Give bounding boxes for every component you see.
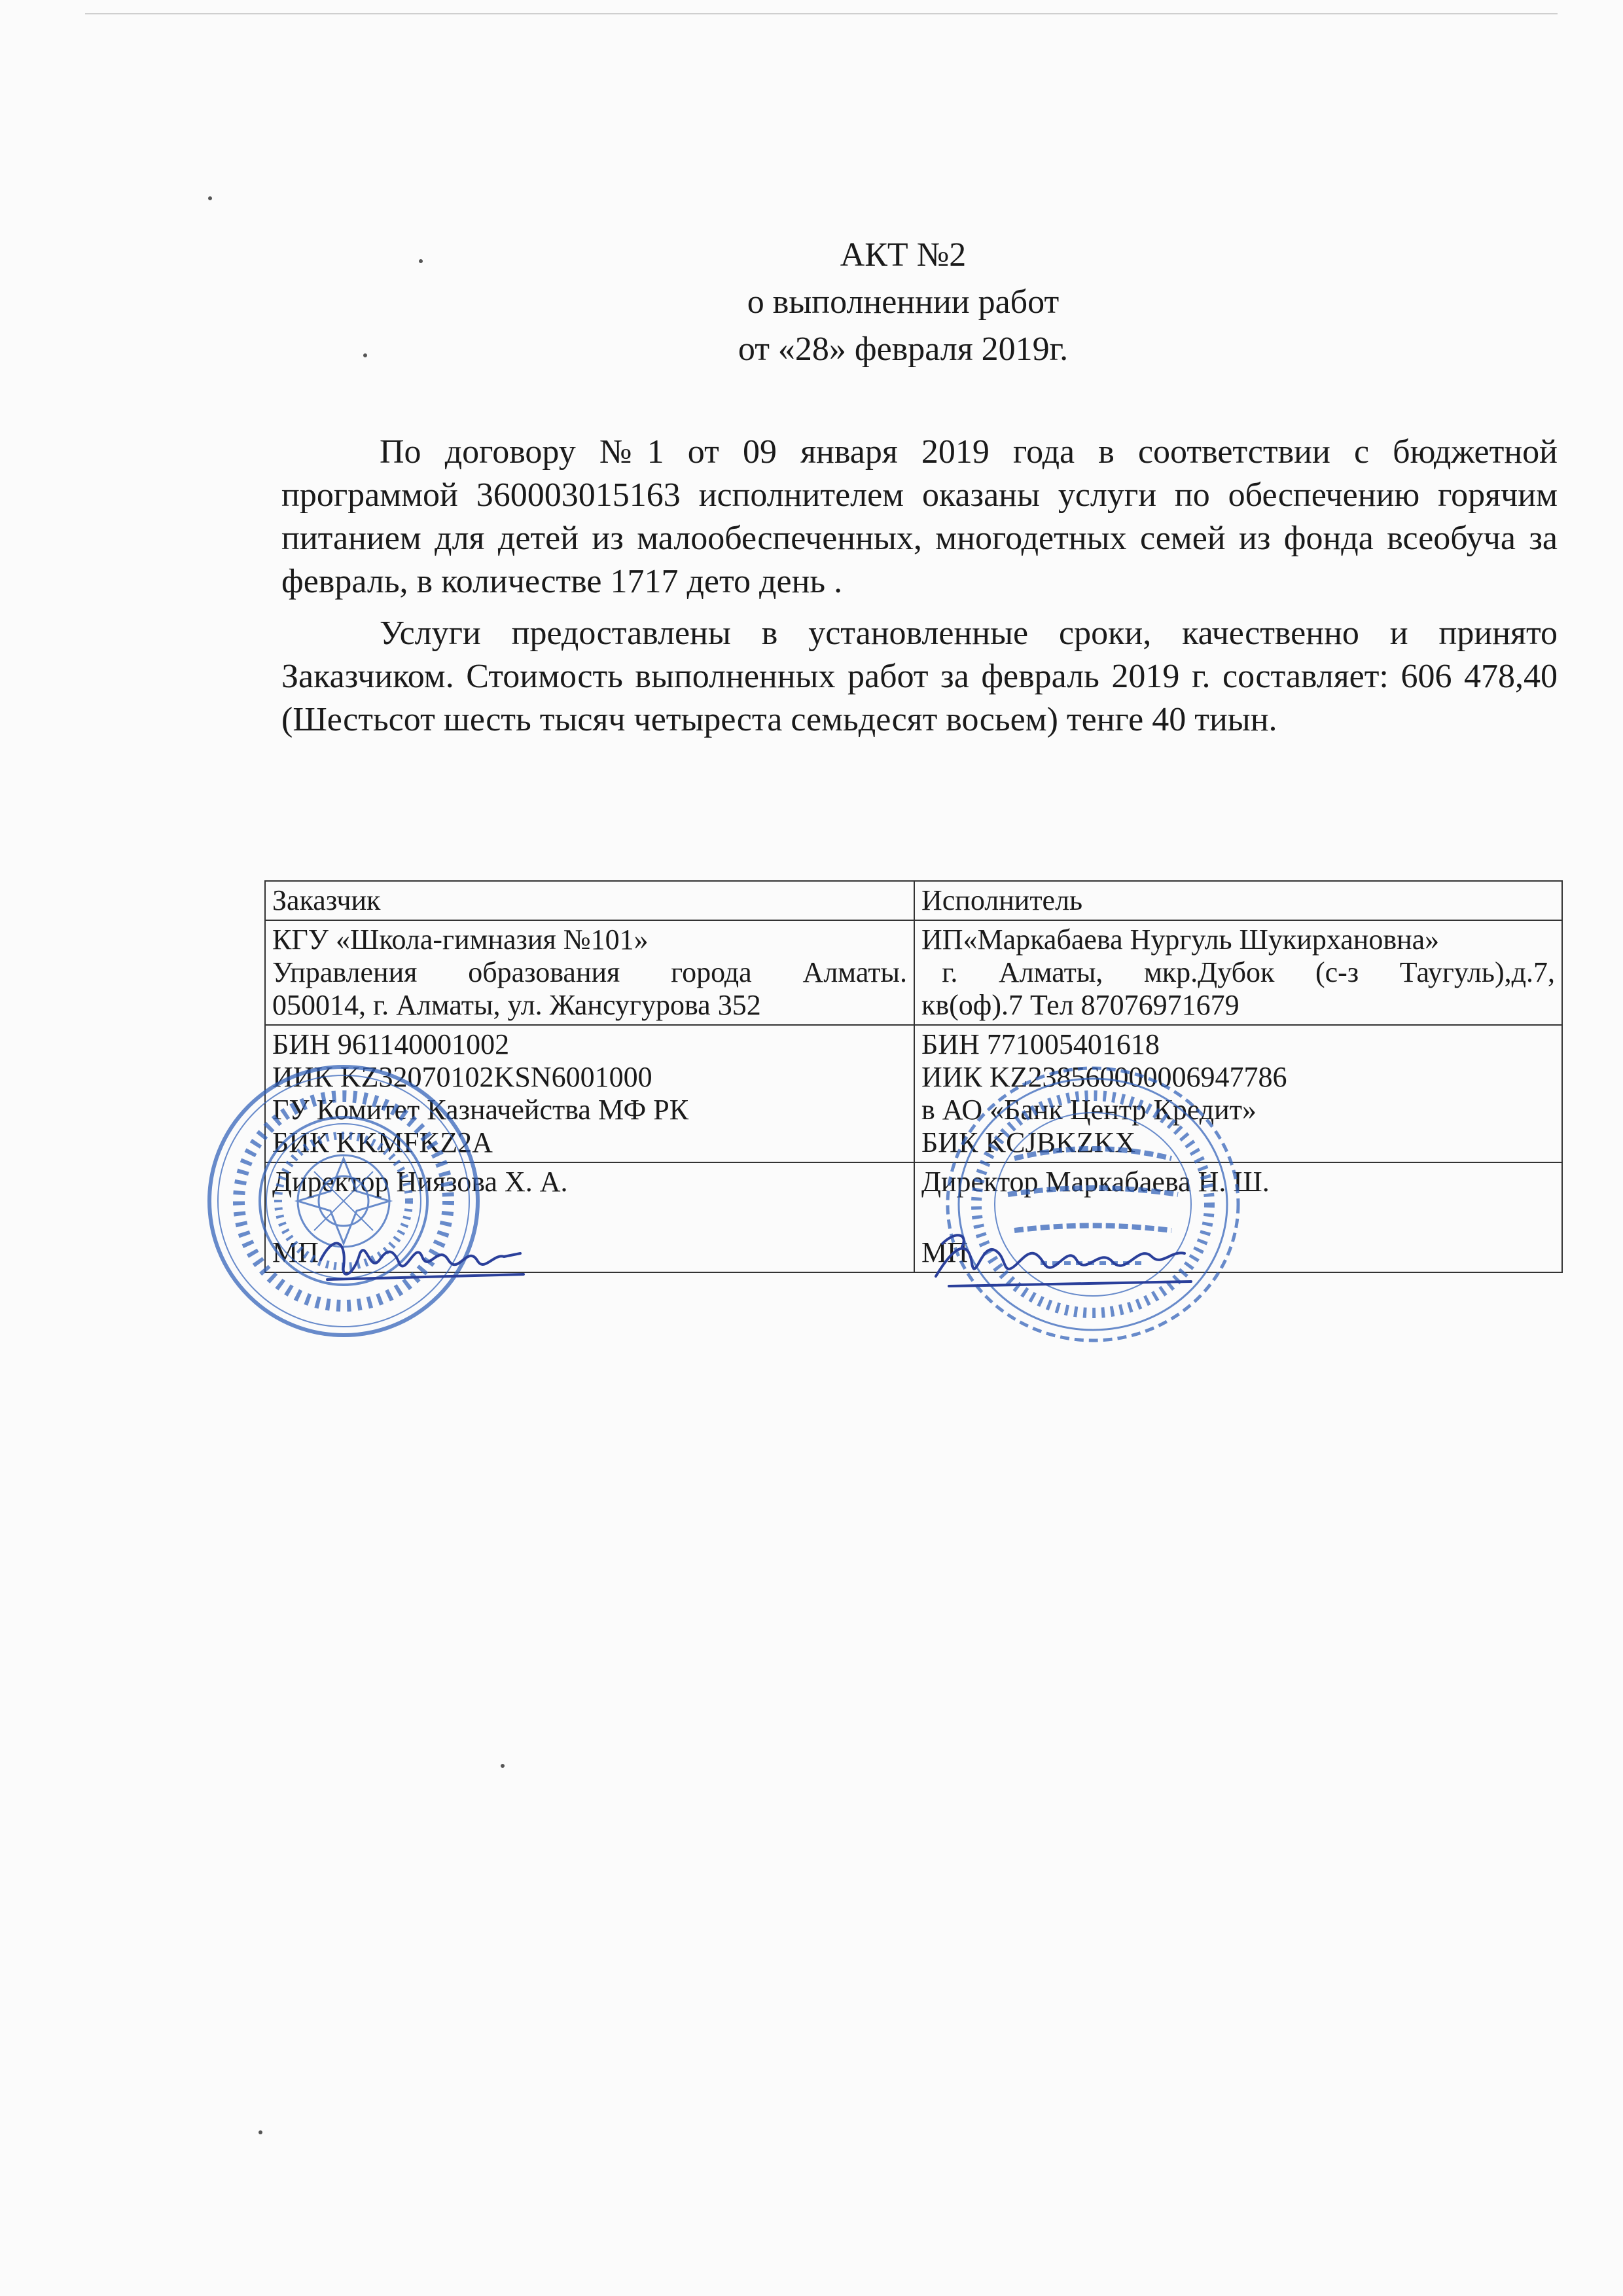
- paragraph-contract: По договору №1 от 09 января 2019 года в соответствии с бюджетной программой 360003015163 исполнителем оказаны услуги по обеспечению горячим питанием для детей из малообеспеченных, многодетных семей из фонда всеобуча за февраль, в количестве 1717 дето день .: [281, 433, 1558, 600]
- paragraph-cost: Услуги предоставлены в установленные сроки, качественно и принято Заказчиком. Стоимость выполненных работ за февраль 2019 г. составляет: 606 478,40 (Шестьсот шесть тысяч четыреста семьдесят восьем) тенге 40 тиын.: [281, 615, 1558, 738]
- header-customer: Заказчик: [265, 881, 914, 920]
- act-subtitle: о выполненнии работ: [747, 283, 1060, 321]
- customer-org-name: КГУ «Школа-гимназия №101»: [272, 924, 649, 956]
- act-date: от «28» февраля 2019г.: [738, 331, 1069, 368]
- scan-speck: [501, 1764, 505, 1768]
- customer-iik: ИИК KZ32070102KSN6001000: [272, 1061, 652, 1093]
- contractor-iik: ИИК KZ238560000006947786: [921, 1061, 1287, 1093]
- customer-bank: ГУ Комитет Казначейства МФ РК: [272, 1094, 689, 1126]
- contractor-bank: в АО «Банк Центр Кредит»: [921, 1094, 1257, 1126]
- customer-address: 050014, г. Алматы, ул. Жансугурова 352: [272, 989, 761, 1021]
- header-contractor: Исполнитель: [914, 881, 1562, 920]
- contractor-org-name: ИП«Маркабаева Нургуль Шукирхановна»: [921, 924, 1440, 956]
- scan-edge: [85, 13, 1558, 14]
- contractor-org-cell: [914, 920, 1562, 1025]
- customer-bin: БИН 961140001002: [272, 1028, 510, 1060]
- scan-speck: [419, 259, 423, 263]
- customer-org-dept: Управления образования города Алматы.: [272, 956, 907, 988]
- table-row: [265, 920, 1562, 1025]
- contractor-bik: БИК KCJBKZKX: [921, 1126, 1136, 1158]
- scan-speck: [208, 196, 212, 200]
- customer-director: Директор Ниязова Х. А.: [272, 1166, 568, 1198]
- act-title: АКТ №2: [840, 236, 967, 274]
- customer-stamp-icon: [203, 1060, 484, 1342]
- customer-bik: БИК KKMFKZ2A: [272, 1126, 493, 1158]
- customer-signature-icon: [308, 1214, 530, 1299]
- contractor-stamp-icon: [942, 1060, 1243, 1348]
- customer-org-cell: [265, 920, 914, 1025]
- contractor-address-2: кв(оф).7 Тел 87076971679: [921, 989, 1240, 1021]
- scan-speck: [259, 2130, 262, 2134]
- contractor-address-1: г. Алматы, мкр.Дубок (с-з Таугуль),д.7,: [921, 956, 1555, 988]
- contractor-bin: БИН 771005401618: [921, 1028, 1160, 1060]
- contractor-mp: МП: [921, 1236, 968, 1268]
- contractor-director: Директор Маркабаева Н. Ш.: [921, 1166, 1270, 1198]
- contractor-signature-icon: [916, 1217, 1204, 1302]
- customer-mp: МП: [272, 1236, 319, 1268]
- scan-speck: [363, 353, 367, 357]
- table-row: [265, 881, 1562, 920]
